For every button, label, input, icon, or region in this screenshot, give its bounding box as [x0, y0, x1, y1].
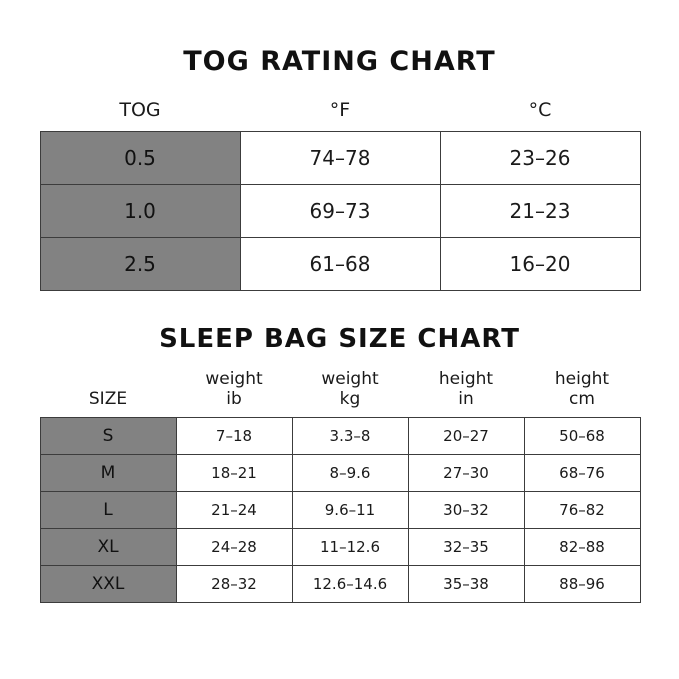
size-weight-ib: 21–24: [176, 492, 292, 529]
size-height-in: 32–35: [408, 529, 524, 566]
tog-celsius-value: 21–23: [440, 185, 640, 238]
table-row: [40, 418, 640, 455]
tog-fahrenheit-value: 61–68: [240, 238, 440, 291]
tog-header-fahrenheit: °F: [329, 99, 351, 121]
size-header-weight-kg-line2: kg: [339, 388, 361, 409]
tog-header-celsius: °C: [528, 99, 552, 121]
tog-header-row: [40, 95, 640, 132]
table-row: [40, 185, 640, 238]
size-height-in: 27–30: [408, 455, 524, 492]
size-weight-ib: 28–32: [176, 566, 292, 603]
size-height-in: 35–38: [408, 566, 524, 603]
tog-celsius-value: 23–26: [440, 132, 640, 185]
size-chart-title: SLEEP BAG SIZE CHART: [159, 324, 520, 354]
size-header-weight-kg-line1: weight: [321, 369, 379, 389]
size-label: S: [40, 418, 176, 455]
size-table-head: [40, 368, 640, 418]
size-weight-kg: 9.6–11: [292, 492, 408, 529]
size-height-cm: 88–96: [524, 566, 640, 603]
size-header-weight-kg: [292, 368, 408, 418]
size-label: XL: [40, 529, 176, 566]
table-row: [40, 132, 640, 185]
size-header-height-cm-line2: cm: [569, 388, 595, 409]
size-header-weight-ib-line1: weight: [205, 369, 263, 389]
tog-table-body: [40, 132, 640, 291]
size-label: XXL: [40, 566, 176, 603]
size-height-in: 20–27: [408, 418, 524, 455]
tog-header-tog: TOG: [119, 99, 161, 121]
size-header-height-cm-line1: height: [554, 369, 610, 389]
size-weight-kg: 3.3–8: [292, 418, 408, 455]
size-weight-ib: 18–21: [176, 455, 292, 492]
tog-fahrenheit-value: 69–73: [240, 185, 440, 238]
tog-value: 1.0: [40, 185, 240, 238]
size-header-height-in-line1: height: [438, 369, 494, 389]
tog-celsius-value: 16–20: [440, 238, 640, 291]
size-header-height-in-line2: in: [458, 388, 474, 409]
size-header-row: [40, 368, 640, 418]
tog-rating-section: [0, 0, 679, 291]
size-weight-kg: 12.6–14.6: [292, 566, 408, 603]
table-row: [40, 492, 640, 529]
size-weight-ib: 24–28: [176, 529, 292, 566]
tog-value: 0.5: [40, 132, 240, 185]
table-row: [40, 238, 640, 291]
size-header-weight-ib: [176, 368, 292, 418]
table-row: [40, 455, 640, 492]
size-height-cm: 50–68: [524, 418, 640, 455]
size-label: L: [40, 492, 176, 529]
size-header-weight-ib-line2: ib: [226, 388, 242, 409]
size-header-height-in: [408, 368, 524, 418]
tog-chart-title: TOG RATING CHART: [183, 46, 496, 77]
sleep-bag-size-section: [0, 318, 679, 603]
size-header-size: [40, 368, 176, 418]
tog-table-wrapper: [40, 95, 640, 291]
table-row: [40, 566, 640, 603]
size-table-wrapper: [40, 368, 640, 603]
sleep-bag-size-table: [40, 368, 641, 603]
tog-fahrenheit-value: 74–78: [240, 132, 440, 185]
size-header-height-cm: [524, 368, 640, 418]
size-table-body: [40, 418, 640, 603]
size-weight-kg: 11–12.6: [292, 529, 408, 566]
tog-table-head: [40, 95, 640, 132]
size-header-size-label: SIZE: [88, 388, 128, 409]
size-weight-ib: 7–18: [176, 418, 292, 455]
size-weight-kg: 8–9.6: [292, 455, 408, 492]
tog-rating-table: [40, 95, 641, 291]
size-label: M: [40, 455, 176, 492]
tog-value: 2.5: [40, 238, 240, 291]
table-row: [40, 529, 640, 566]
size-height-in: 30–32: [408, 492, 524, 529]
size-height-cm: 82–88: [524, 529, 640, 566]
size-height-cm: 68–76: [524, 455, 640, 492]
size-height-cm: 76–82: [524, 492, 640, 529]
